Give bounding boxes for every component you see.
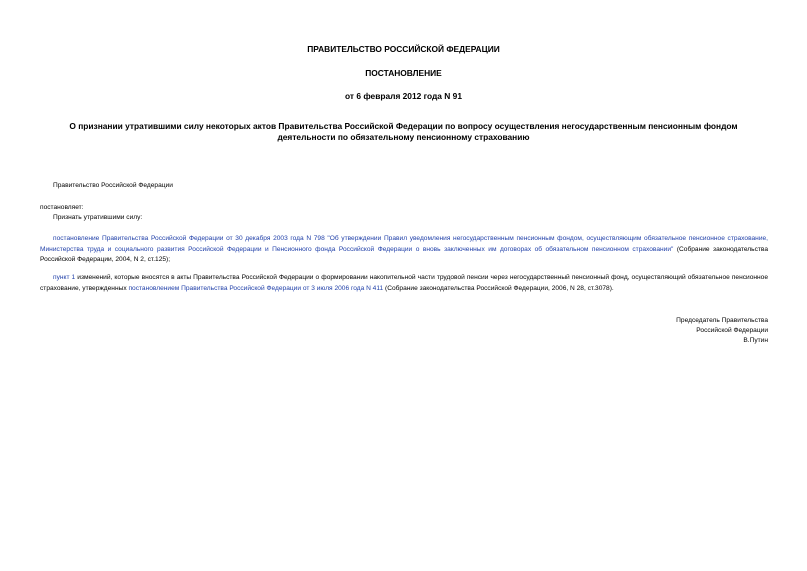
resolves-line: постановляет: [40, 204, 84, 211]
decree-798-link[interactable]: постановление Правительства Российской Федерации от 30 декабря 2003 года N 798 [53, 235, 325, 242]
signature-name: В.Путин [743, 337, 768, 344]
decree-411-link[interactable]: постановлением Правительства Российской Федерации от 3 июля 2006 года N 411 [128, 284, 384, 292]
signature-title-line-1: Председатель Правительства [676, 317, 768, 324]
decree-798-title-link[interactable]: "Об утверждении Правил уведомления негосударственным пенсионным фондом, осуществляющим обязательное пенсионное страхование, Министерства труда и социального развития Российской Федерации и Пенсионного фонда Российской Федерации о вновь заключенных им договорах об обязательном пенсионном страховании" [40, 235, 768, 253]
document-type-heading: ПОСТАНОВЛЕНИЕ [365, 68, 442, 78]
list-item-2 [40, 273, 768, 294]
date-number-heading: от 6 февраля 2012 года N 91 [345, 91, 462, 101]
document-subject: О признании утратившими силу некоторых актов Правительства Российской Федерации по вопросу осуществления негосударственным пенсионным фондом деятельности по обязательному пенсионному страхованию [69, 121, 738, 142]
government-heading: ПРАВИТЕЛЬСТВО РОССИЙСКОЙ ФЕДЕРАЦИИ [307, 44, 500, 54]
point-1-link[interactable]: пункт 1 [53, 274, 76, 281]
recognize-line: Признать утратившими силу: [53, 214, 143, 221]
signature-title-line-2: Российской Федерации [696, 327, 768, 334]
item2-source: (Собрание законодательства Российской Федерации, 2006, N 28, ст.3078). [383, 284, 614, 292]
government-line: Правительство Российской Федерации [53, 182, 173, 189]
list-item-1 [40, 234, 768, 266]
item2-text: изменений, которые вносятся в акты Правительства Российской Федерации о формировании накопительной части трудовой пенсии через негосударственный пенсионный фонд, осуществляющий обязательное пенсионное страхование, утвержденных [40, 274, 768, 292]
item1-source: (Собрание законодательства Российской Федерации, 2004, N 2, ст.125); [40, 245, 768, 263]
